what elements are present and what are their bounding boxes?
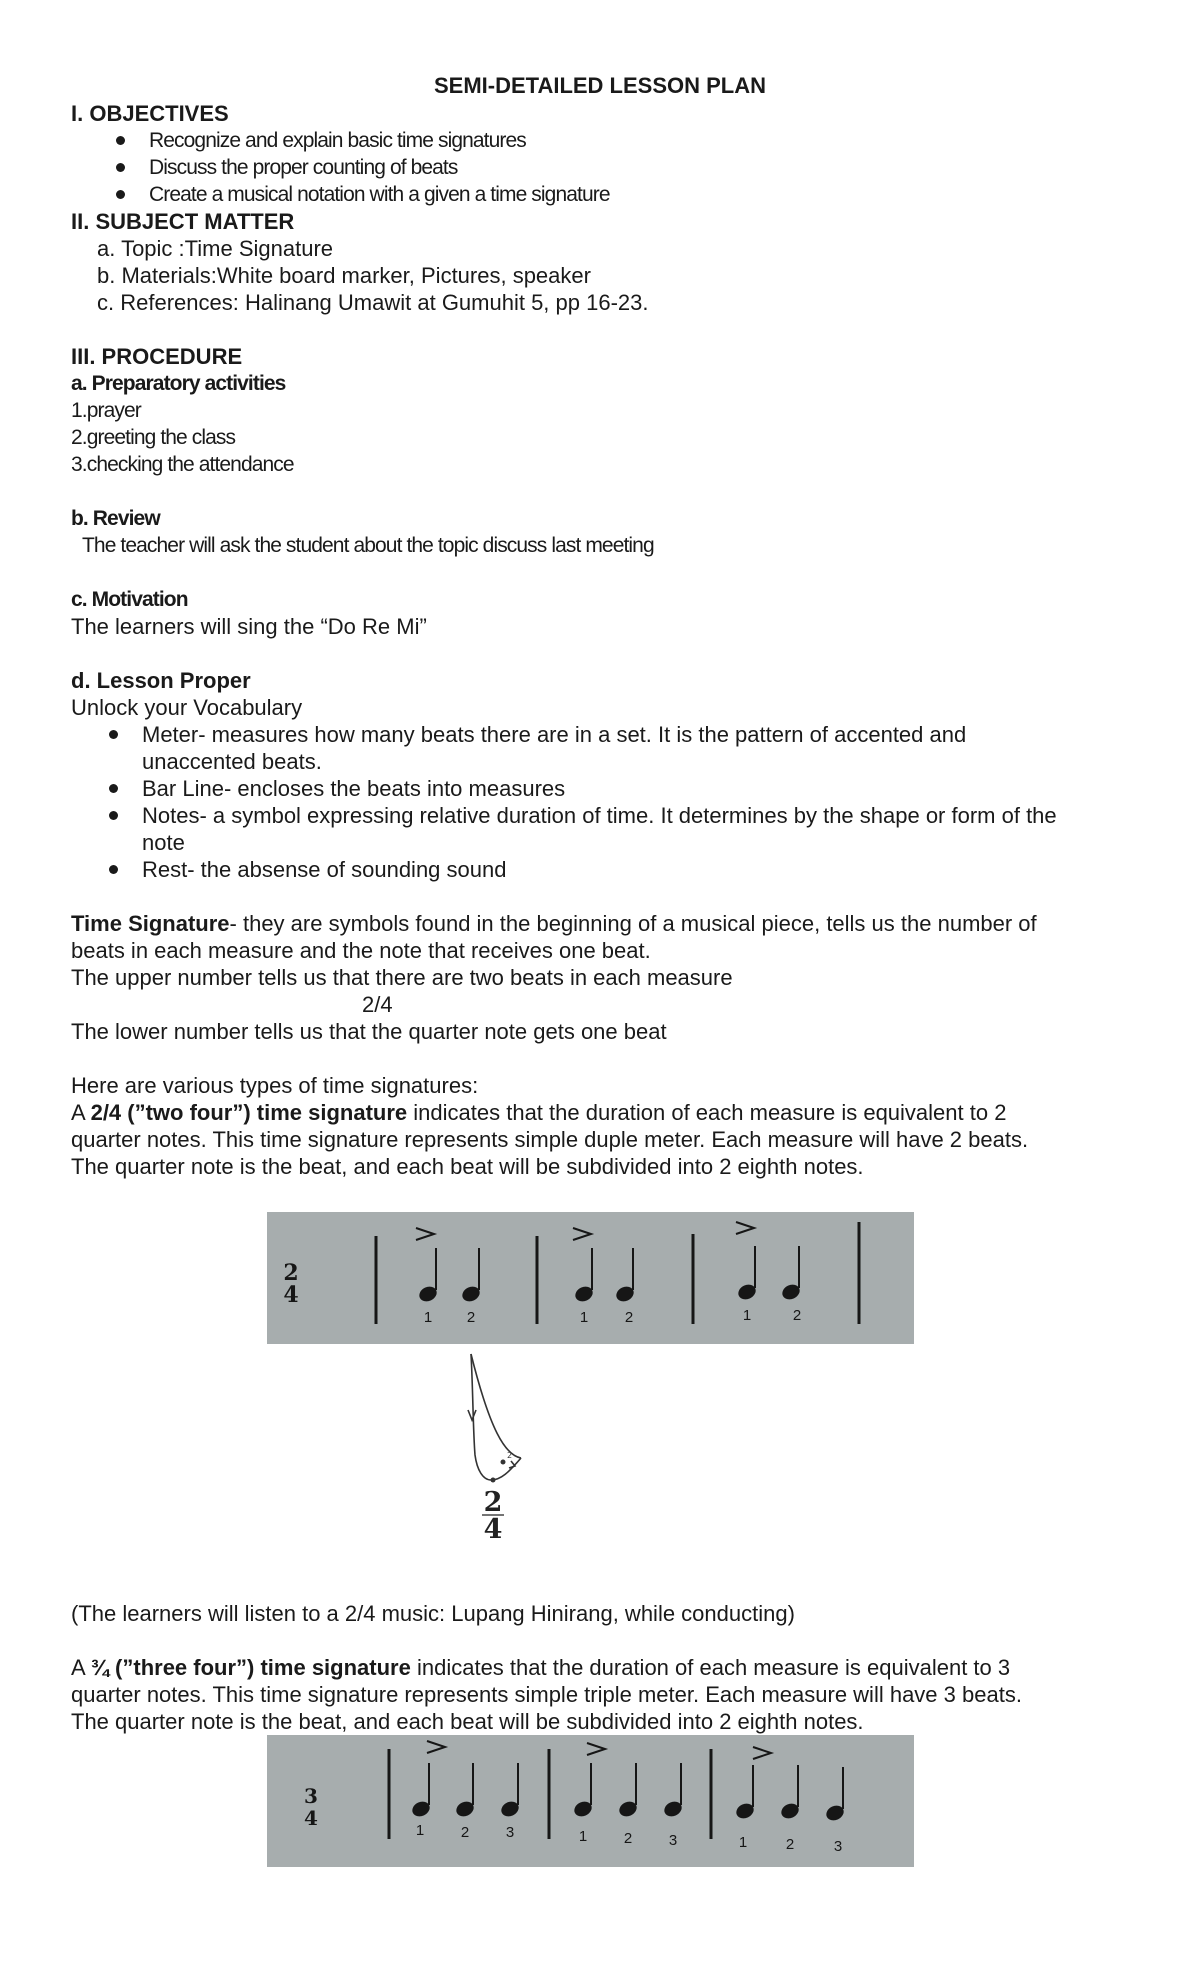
two-four-term: 2/4 (”two four”) time signature xyxy=(90,1100,408,1125)
accent-mark xyxy=(736,1222,754,1234)
beat-label: 1 xyxy=(738,1834,748,1851)
quarter-note xyxy=(499,1763,521,1819)
beat-label: 3 xyxy=(505,1824,515,1841)
quarter-note xyxy=(572,1763,594,1819)
quarter-note xyxy=(662,1763,684,1819)
beat-label: 1 xyxy=(579,1309,589,1326)
accent-mark xyxy=(416,1228,434,1240)
three-four-paragraph xyxy=(71,1654,1010,1681)
quarter-note xyxy=(460,1248,482,1304)
time-signature-definition xyxy=(71,910,1037,937)
direction-arrow xyxy=(468,1410,476,1420)
time-signature-definition-text: - they are symbols found in the beginning of a musical piece, tells us the number of xyxy=(229,911,1037,936)
vocab-item-meter-cont: unaccented beats. xyxy=(142,749,322,774)
vocab-item-notes-cont: note xyxy=(142,830,185,855)
beat-label: 2 xyxy=(466,1309,476,1326)
beat-label: 2 xyxy=(624,1309,634,1326)
conducting-ts-bottom: 4 xyxy=(483,1514,503,1540)
conducting-ts-top: 2 xyxy=(483,1487,503,1518)
two-four-paragraph xyxy=(71,1099,1006,1126)
quarter-note xyxy=(780,1246,802,1302)
accent-mark xyxy=(753,1747,771,1759)
three-four-paragraph-line2: quarter notes. This time signature represents simple triple meter. Each measure will have 3 beats. xyxy=(71,1682,1022,1707)
review-heading: b. Review xyxy=(71,507,160,530)
beat-label: 3 xyxy=(833,1838,843,1855)
preparatory-heading: a. Preparatory activities xyxy=(71,372,286,395)
vocabulary-subheading: Unlock your Vocabulary xyxy=(71,695,303,720)
quarter-note xyxy=(824,1767,846,1823)
subject-matter-item: a. Topic :Time Signature xyxy=(97,236,334,261)
three-four-notation-image xyxy=(267,1735,914,1867)
beat-label: 2 xyxy=(460,1824,470,1841)
accent-mark xyxy=(587,1743,605,1755)
subject-matter-item: b. Materials:White board marker, Pictures, speaker xyxy=(97,263,591,288)
beat-label: 2 xyxy=(785,1836,795,1853)
objective-item: Recognize and explain basic time signatures xyxy=(149,129,526,152)
lesson-proper-heading: d. Lesson Proper xyxy=(71,668,251,693)
beat-point xyxy=(501,1460,506,1465)
accent-mark xyxy=(573,1228,591,1240)
motivation-text: The learners will sing the “Do Re Mi” xyxy=(71,614,427,639)
vocab-item-meter: Meter- measures how many beats there are in a set. It is the pattern of accented and xyxy=(142,722,967,747)
quarter-note xyxy=(734,1765,756,1821)
preparatory-item: 1.prayer xyxy=(71,399,141,422)
beat-label: 2 xyxy=(792,1307,802,1324)
beat-label: 1 xyxy=(578,1828,588,1845)
review-text: The teacher will ask the student about the topic discuss last meeting xyxy=(82,534,654,557)
vocab-item-rest: Rest- the absense of sounding sound xyxy=(142,857,507,882)
time-signature-term: Time Signature xyxy=(71,911,230,936)
time-signature-bottom: 4 xyxy=(304,1806,318,1830)
three-four-paragraph-line3: The quarter note is the beat, and each beat will be subdivided into 2 eighth notes. xyxy=(71,1709,864,1734)
quarter-note xyxy=(410,1763,432,1819)
motivation-heading: c. Motivation xyxy=(71,588,188,611)
three-four-text: indicates that the duration of each measure is equivalent to 3 xyxy=(410,1655,1011,1680)
time-signature-definition-cont: beats in each measure and the note that receives one beat. xyxy=(71,938,651,963)
preparatory-item: 3.checking the attendance xyxy=(71,453,294,476)
objective-item: Create a musical notation with a given a time signature xyxy=(149,183,610,206)
three-four-prefix: A xyxy=(71,1655,91,1680)
procedure-heading: III. PROCEDURE xyxy=(71,344,243,369)
objective-item: Discuss the proper counting of beats xyxy=(149,156,458,179)
beat-label: 3 xyxy=(668,1832,678,1849)
types-intro: Here are various types of time signatures: xyxy=(71,1073,479,1098)
beat-point xyxy=(491,1478,496,1483)
subject-matter-item: c. References: Halinang Umawit at Gumuhit 5, pp 16-23. xyxy=(97,290,649,315)
quarter-note xyxy=(454,1763,476,1819)
subject-matter-heading: II. SUBJECT MATTER xyxy=(71,209,295,234)
beat-label: 1 xyxy=(415,1822,425,1839)
beat-label: 1 xyxy=(423,1309,433,1326)
two-four-prefix: A xyxy=(71,1100,91,1125)
quarter-note xyxy=(417,1248,439,1304)
quarter-note xyxy=(617,1763,639,1819)
quarter-note xyxy=(614,1248,636,1304)
listening-activity: (The learners will listen to a 2/4 music: Lupang Hinirang, while conducting) xyxy=(71,1601,795,1626)
vocab-item-notes: Notes- a symbol expressing relative duration of time. It determines by the shape or form of the xyxy=(142,803,1057,828)
two-four-paragraph-line3: The quarter note is the beat, and each beat will be subdivided into 2 eighth notes. xyxy=(71,1154,864,1179)
accent-mark xyxy=(427,1741,445,1753)
beat-label: 1 xyxy=(742,1307,752,1324)
upper-number-text: The upper number tells us that there are two beats in each measure xyxy=(71,965,733,990)
two-four-text: indicates that the duration of each measure is equivalent to 2 xyxy=(407,1100,1007,1125)
vocab-item-bar-line: Bar Line- encloses the beats into measures xyxy=(142,776,566,801)
three-four-term: ¾ (”three four”) time signature xyxy=(90,1655,411,1680)
two-four-paragraph-line2: quarter notes. This time signature represents simple duple meter. Each measure will have 2 beats. xyxy=(71,1127,1029,1152)
conducting-return-path xyxy=(471,1354,521,1458)
conducting-pattern-diagram xyxy=(455,1350,535,1540)
lower-number-text: The lower number tells us that the quarter note gets one beat xyxy=(71,1019,667,1044)
beat-mark: 2 xyxy=(507,1451,513,1460)
direction-arrow xyxy=(509,1461,515,1468)
time-signature-top: 3 xyxy=(304,1784,318,1808)
quarter-note xyxy=(779,1765,801,1821)
two-four-notation-image xyxy=(267,1212,914,1344)
time-signature-bottom: 4 xyxy=(283,1282,299,1308)
quarter-note xyxy=(736,1246,758,1302)
preparatory-item: 2.greeting the class xyxy=(71,426,236,449)
objectives-heading: I. OBJECTIVES xyxy=(71,101,229,126)
beat-label: 2 xyxy=(623,1830,633,1847)
conducting-path xyxy=(471,1354,521,1480)
time-signature-example: 2/4 xyxy=(362,992,393,1017)
page-title: SEMI-DETAILED LESSON PLAN xyxy=(433,73,767,98)
quarter-note xyxy=(573,1248,595,1304)
time-signature-top: 2 xyxy=(283,1260,299,1286)
